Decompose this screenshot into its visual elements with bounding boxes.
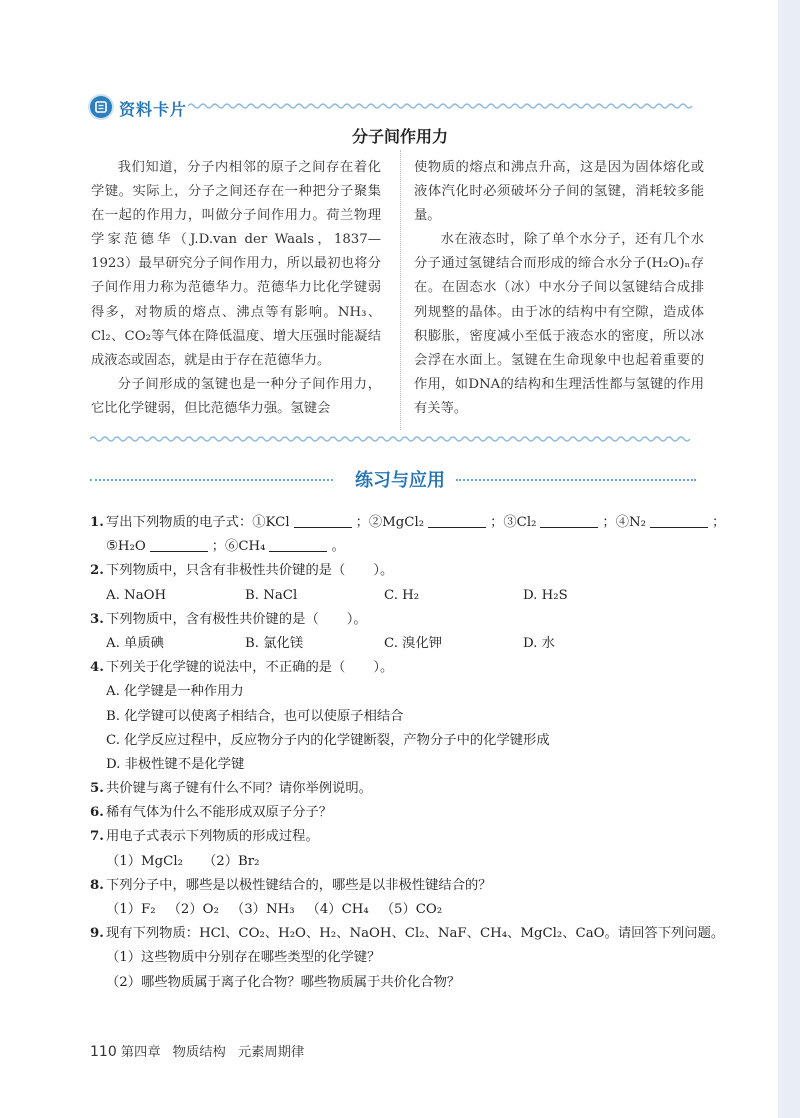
card-paragraph: 我们知道，分子内相邻的原子之间存在着化学键。实际上，分子之间还存在一种把分子聚集在一起的作用力，叫做分子间作用力。荷兰物理学家范德华（J.D.van der Waals，1837—1923）最早研究分子间作用力，所以最初也将分子间作用力称为范德华力。范德华力比化学键弱得多，对物质的熔点、沸点等有影响。NH₃、Cl₂、CO₂等气体在降低温度、增大压强时能凝结成液态或固态，就是由于存在范德华力。	[91, 160, 381, 368]
question-3: 3. 下列物质中，含有极性共价键的是（ ）。	[90, 611, 367, 627]
question-3-options	[90, 632, 700, 656]
question-4: 4. 下列关于化学键的说法中，不正确的是（ ）。	[90, 660, 394, 676]
column-separator	[400, 150, 401, 430]
page-edge-band	[778, 0, 800, 1118]
exercise-list	[90, 511, 726, 995]
card-bottom-wave-divider	[90, 434, 695, 444]
option-d: D. 水	[523, 635, 555, 651]
answer-blank[interactable]	[294, 514, 352, 528]
page-number: 110	[90, 1044, 117, 1060]
exercise-title-dots-right	[456, 479, 696, 481]
card-left-column	[91, 156, 381, 421]
card-book-icon	[90, 96, 112, 118]
option-b: B. 化学键可以使离子相结合，也可以使原子相结合	[106, 708, 404, 724]
question-2: 2. 下列物质中，只含有非极性共价键的是（ ）。	[90, 563, 394, 579]
card-top-wave-divider	[188, 101, 695, 111]
card-paragraph: 水在液态时，除了单个水分子，还有几个水分子通过氢键结合而形成的缔合水分子(H₂O)ₙ存在。在固态水（冰）中水分子间以氢键结合成排列规整的晶体。由于冰的结构中有空隙，造成体积膨胀，密度减小至低于液态水的密度，所以冰会浮在水面上。氢键在生命现象中也起着重要的作用，如DNA的结构和生理活性都与氢键的作用有关等。	[414, 232, 704, 416]
question-7-parts: （1）MgCl₂ （2）Br₂	[106, 853, 260, 869]
answer-blank[interactable]	[540, 514, 598, 528]
chapter-title-part2: 元素周期律	[237, 1045, 305, 1060]
question-8: 8. 下列分子中，哪些是以极性键结合的，哪些是以非极性键结合的？	[90, 877, 492, 893]
exercise-section-title: 练习与应用	[355, 470, 445, 491]
card-paragraph: 分子间形成的氢键也是一种分子间作用力，它比化学键弱，但比范德华力强。氢键会	[91, 376, 381, 416]
answer-blank[interactable]	[150, 538, 208, 552]
answer-blank[interactable]	[269, 538, 327, 552]
option-c: C. 化学反应过程中，反应物分子内的化学键断裂，产物分子中的化学键形成	[106, 732, 550, 748]
question-9: 9. 现有下列物质：HCl、CO₂、H₂O、H₂、NaOH、Cl₂、NaF、CH₄、MgCl₂、CaO。请回答下列问题。	[90, 926, 725, 942]
card-label: 资料卡片	[119, 100, 188, 119]
question-1: 1. 写出下列物质的电子式：①KCl ；②MgCl₂ ；③Cl₂ ；④N₂ ；	[90, 515, 726, 530]
question-1-cont: ⑤H₂O ；⑥CH₄ 。	[106, 539, 345, 555]
option-c: C. 溴化钾	[384, 635, 443, 651]
option-c: C. H₂	[384, 587, 420, 603]
option-d: D. H₂S	[523, 587, 568, 603]
option-a: A. NaOH	[106, 587, 167, 603]
answer-blank[interactable]	[428, 514, 486, 528]
chapter-label: 第四章	[120, 1045, 161, 1060]
answer-blank[interactable]	[650, 514, 708, 528]
option-d: D. 非极性键不是化学键	[106, 756, 245, 772]
page-footer	[90, 1041, 304, 1060]
question-9-part-2: （2）哪些物质属于离子化合物？哪些物质属于共价化合物？	[106, 974, 461, 990]
option-b: B. 氯化镁	[245, 635, 304, 651]
question-6: 6. 稀有气体为什么不能形成双原子分子？	[90, 805, 333, 821]
question-8-parts: （1）F₂ （2）O₂ （3）NH₃ （4）CH₄ （5）CO₂	[106, 902, 443, 917]
question-5: 5. 共价键与离子键有什么不同？请你举例说明。	[90, 781, 372, 797]
question-9-part-1: （1）这些物质中分别存在哪些类型的化学键？	[106, 950, 381, 966]
card-right-column	[414, 156, 704, 421]
option-a: A. 单质碘	[106, 635, 164, 651]
option-b: B. NaCl	[245, 587, 298, 603]
card-title: 分子间作用力	[351, 127, 448, 146]
question-7: 7. 用电子式表示下列物质的形成过程。	[90, 829, 319, 845]
card-paragraph: 使物质的熔点和沸点升高，这是因为固体熔化或液体汽化时必须破坏分子间的氢键，消耗较多能量。	[414, 160, 704, 224]
question-2-options	[90, 584, 700, 608]
chapter-title-part1: 物质结构	[172, 1045, 226, 1060]
option-a: A. 化学键是一种作用力	[106, 684, 244, 700]
